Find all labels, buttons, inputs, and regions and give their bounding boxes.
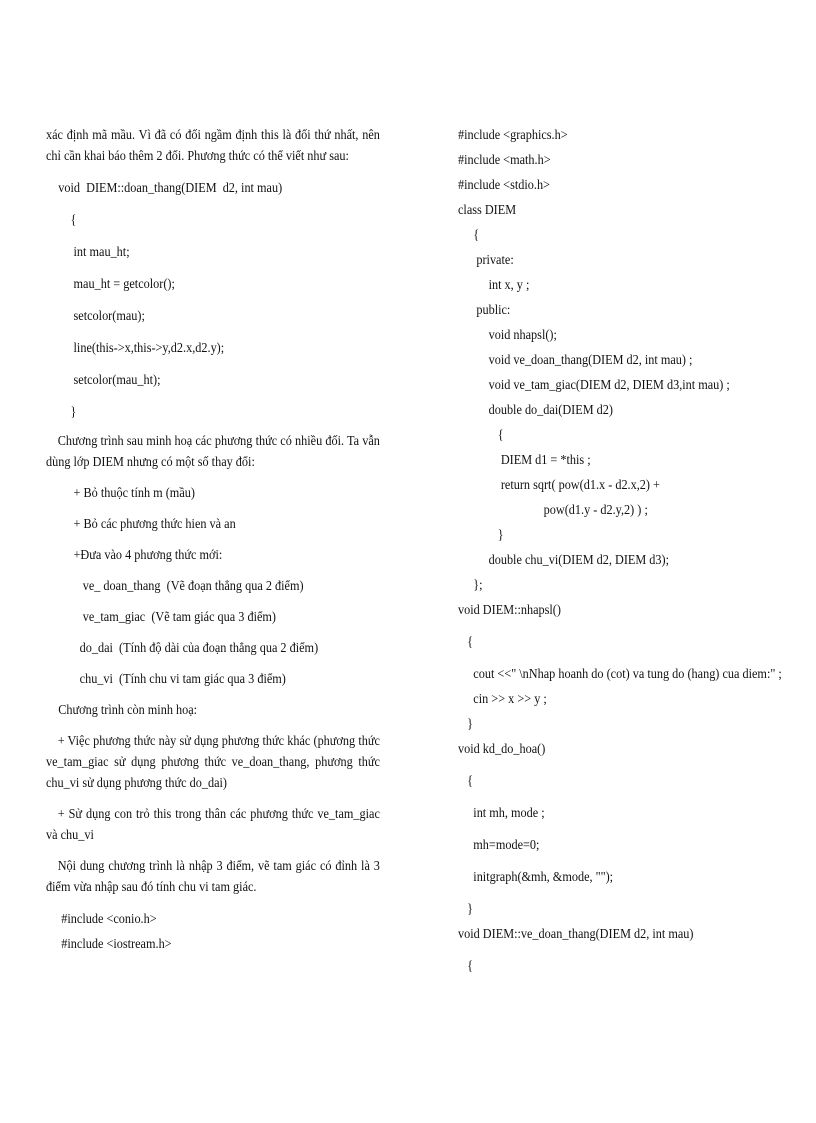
code-line: mh=mode=0; [458, 837, 540, 852]
code-line: setcolor(mau); [46, 308, 145, 323]
paragraph: Nội dung chương trình là nhập 3 điểm, vẽ tam giác có đỉnh là 3 điểm vừa nhập sau đó tính chu vi tam giác. [46, 858, 380, 894]
code-line: void DIEM::doan_thang(DIEM d2, int mau) [46, 180, 283, 195]
code-line: { [458, 427, 504, 442]
bullet-line: ve_ doan_thang (Vẽ đoạn thẳng qua 2 điểm) [46, 578, 304, 593]
code-line: #include <math.h> [458, 152, 551, 167]
intro-paragraph: xác định mã mầu. Vì đã có đối ngầm định this là đối thứ nhất, nên chỉ cần khai báo thêm 2 đối. Phương thức có thể viết như sau: [46, 127, 380, 163]
code-line: { [458, 227, 480, 242]
left-column [46, 124, 380, 954]
bullet-line: +Đưa vào 4 phương thức mới: [46, 547, 223, 562]
code-line: return sqrt( pow(d1.x - d2.x,2) + [458, 477, 660, 492]
code-line: { [458, 634, 474, 649]
paragraph: Chương trình sau minh hoạ các phương thức có nhiều đối. Ta vẫn dùng lớp DIEM nhưng có một số thay đổi: [46, 433, 380, 469]
code-line: DIEM d1 = *this ; [458, 452, 591, 467]
code-line: setcolor(mau_ht); [46, 372, 161, 387]
code-line: } [458, 527, 504, 542]
code-line: class DIEM [458, 202, 517, 217]
right-column [458, 124, 798, 976]
code-line: void DIEM::nhapsl() [458, 602, 561, 617]
code-line: #include <iostream.h> [46, 936, 172, 951]
code-line: } [458, 901, 474, 916]
bullet-line: ve_tam_giac (Vẽ tam giác qua 3 điểm) [46, 609, 277, 624]
code-line: void ve_doan_thang(DIEM d2, int mau) ; [458, 352, 693, 367]
bullet-line: + Bỏ các phương thức hien và an [46, 516, 236, 531]
code-line: mau_ht = getcolor(); [46, 276, 175, 291]
code-line: { [46, 212, 77, 227]
code-line: initgraph(&mh, &mode, ""); [458, 869, 614, 884]
code-line: #include <stdio.h> [458, 177, 550, 192]
code-line: cout <<" \nNhap hoanh do (cot) va tung do (hang) cua diem:" ; [458, 666, 782, 681]
code-line: void ve_tam_giac(DIEM d2, DIEM d3,int mau) ; [458, 377, 730, 392]
bullet-line: + Bỏ thuộc tính m (mầu) [46, 485, 195, 500]
code-line: void DIEM::ve_doan_thang(DIEM d2, int mau) [458, 926, 694, 941]
bullet-line: Chương trình còn minh hoạ: [46, 702, 198, 717]
code-line: cin >> x >> y ; [458, 691, 547, 706]
code-line: #include <graphics.h> [458, 127, 568, 142]
code-line: }; [458, 577, 483, 592]
code-line: line(this->x,this->y,d2.x,d2.y); [46, 340, 225, 355]
code-line: pow(d1.y - d2.y,2) ) ; [458, 502, 648, 517]
code-line: } [458, 716, 474, 731]
code-line: int mau_ht; [46, 244, 130, 259]
code-line: void nhapsl(); [458, 327, 557, 342]
code-line: public: [458, 302, 511, 317]
code-line: private: [458, 252, 514, 267]
code-line: int x, y ; [458, 277, 530, 292]
bullet-line: do_dai (Tính độ dài của đoạn thẳng qua 2 điểm) [46, 640, 319, 655]
code-line: double do_dai(DIEM d2) [458, 402, 613, 417]
code-line: } [46, 404, 77, 419]
code-line: { [458, 773, 474, 788]
code-line: double chu_vi(DIEM d2, DIEM d3); [458, 552, 670, 567]
code-line: #include <conio.h> [46, 911, 157, 926]
paragraph: + Việc phương thức này sử dụng phương thức khác (phương thức ve_tam_giac sử dụng phương thức ve_doan_thang, phương thức chu_vi sử dụng phương thức do_dai) [46, 733, 380, 790]
paragraph: + Sử dụng con trỏ this trong thân các phương thức ve_tam_giac và chu_vi [46, 806, 380, 842]
code-line: void kd_do_hoa() [458, 741, 546, 756]
code-line: { [458, 958, 474, 973]
bullet-line: chu_vi (Tính chu vi tam giác qua 3 điểm) [46, 671, 286, 686]
code-line: int mh, mode ; [458, 805, 545, 820]
